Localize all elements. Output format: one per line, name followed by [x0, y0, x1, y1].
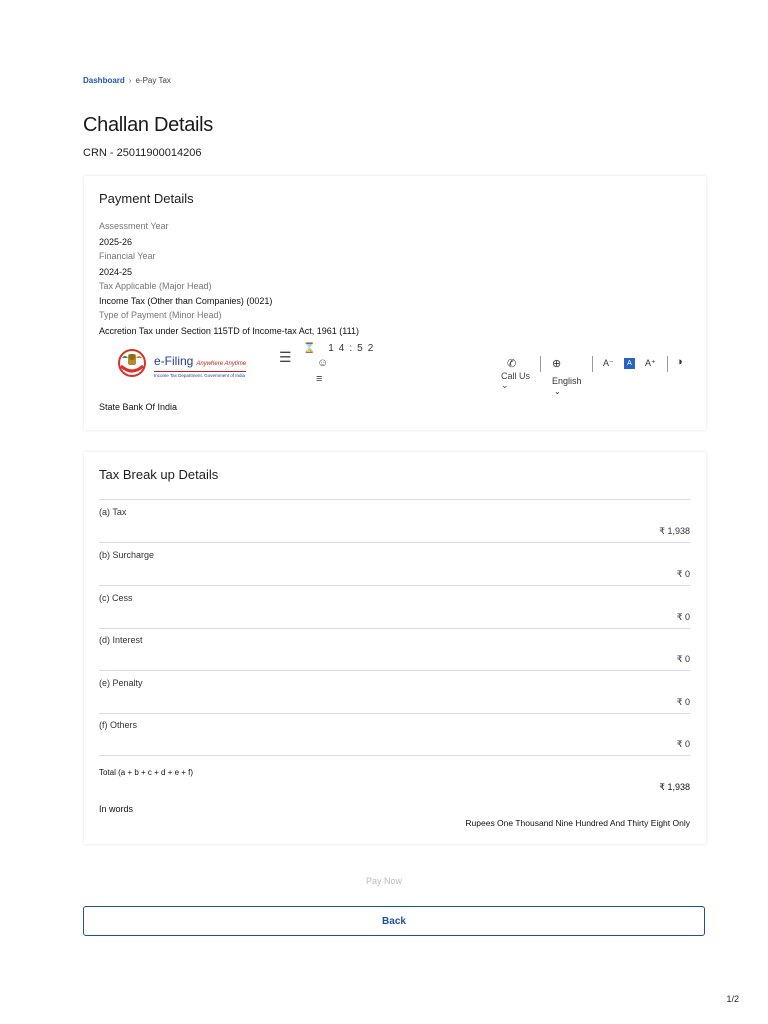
header-divider: [540, 356, 541, 372]
tax-row: [99, 586, 690, 629]
font-default-button[interactable]: A: [624, 358, 635, 369]
hourglass-icon: ⌛: [303, 343, 321, 354]
logo-title: e-Filing: [154, 354, 194, 368]
tax-row-label: (e) Penalty: [99, 678, 143, 688]
total-value: ₹ 1,938: [659, 782, 690, 792]
financial-year-label: Financial Year: [99, 251, 156, 261]
tax-row-value: ₹ 0: [676, 654, 690, 664]
tax-row-value: ₹ 0: [676, 697, 690, 707]
tax-breakup-title: Tax Break up Details: [99, 467, 219, 482]
breadcrumb-dashboard-link[interactable]: Dashboard: [83, 76, 125, 85]
tax-row-value: ₹ 0: [676, 569, 690, 579]
in-words-value: Rupees One Thousand Nine Hundred And Thirty Eight Only: [465, 818, 690, 828]
total-label: Total (a + b + c + d + e + f): [99, 768, 194, 777]
major-head-label: Tax Applicable (Major Head): [99, 281, 212, 291]
efiling-logo[interactable]: [154, 352, 246, 378]
minor-head-value: Accretion Tax under Section 115TD of Income-tax Act, 1961 (111): [99, 326, 359, 336]
breadcrumb: [83, 76, 171, 85]
font-increase-button[interactable]: A⁺: [645, 358, 656, 368]
logo-subtitle: Income Tax Department, Government of India: [154, 373, 245, 378]
call-us-dropdown[interactable]: [501, 372, 531, 390]
hamburger-menu-icon[interactable]: ☰: [279, 349, 292, 365]
bank-name-value: State Bank Of India: [99, 402, 178, 412]
tax-row: [99, 500, 690, 543]
emblem-logo-icon: [117, 348, 147, 378]
in-words-label: In words: [99, 804, 134, 814]
tax-row-value: ₹ 0: [676, 739, 690, 749]
major-head-value: Income Tax (Other than Companies) (0021): [99, 296, 273, 306]
header-divider: [592, 356, 593, 372]
tax-row: [99, 671, 690, 714]
tax-row: [99, 628, 690, 671]
tax-row-value: ₹ 0: [676, 612, 690, 622]
breadcrumb-current: e-Pay Tax: [135, 76, 171, 85]
page-number: 1/2: [726, 994, 739, 1004]
chevron-down-icon[interactable]: ⌄: [554, 387, 561, 396]
chevron-down-icon: ⌄: [501, 380, 509, 390]
back-button[interactable]: Back: [83, 906, 705, 936]
tax-row-label: (a) Tax: [99, 507, 127, 517]
tax-row-label: (c) Cess: [99, 593, 133, 603]
payment-details-title: Payment Details: [99, 191, 194, 206]
session-timer-value: 14:52: [328, 343, 379, 354]
contrast-toggle-icon[interactable]: ◑: [676, 356, 683, 368]
tax-row-label: (b) Surcharge: [99, 550, 155, 560]
session-timer: [303, 343, 378, 354]
assessment-year-label: Assessment Year: [99, 221, 169, 231]
site-header-overlay: [84, 340, 706, 396]
user-profile-icon[interactable]: ☺: [317, 357, 329, 369]
header-divider: [667, 356, 668, 372]
language-selector[interactable]: English: [552, 376, 582, 386]
call-us-label: Call Us: [501, 371, 531, 381]
tax-row: [99, 543, 690, 586]
breadcrumb-separator: ›: [128, 76, 132, 85]
minor-head-label: Type of Payment (Minor Head): [99, 310, 222, 320]
tax-breakup-card: [84, 452, 706, 844]
logo-tagline: Anywhere Anytime: [196, 361, 247, 367]
tax-row-label: (f) Others: [99, 720, 138, 730]
globe-icon[interactable]: ⊕: [552, 358, 562, 370]
pay-now-button[interactable]: Pay Now: [365, 876, 402, 886]
tax-row-label: (d) Interest: [99, 635, 143, 645]
tax-row: [99, 713, 690, 756]
font-decrease-button[interactable]: A⁻: [603, 358, 614, 368]
financial-year-value: 2024-25: [99, 267, 133, 277]
secondary-menu-icon[interactable]: ≡: [316, 373, 323, 385]
crn-number: CRN - 25011900014206: [83, 147, 202, 159]
phone-icon[interactable]: ✆: [507, 358, 517, 370]
assessment-year-value: 2025-26: [99, 237, 133, 247]
page-title: Challan Details: [83, 114, 214, 136]
tax-row-value: ₹ 1,938: [659, 526, 690, 536]
